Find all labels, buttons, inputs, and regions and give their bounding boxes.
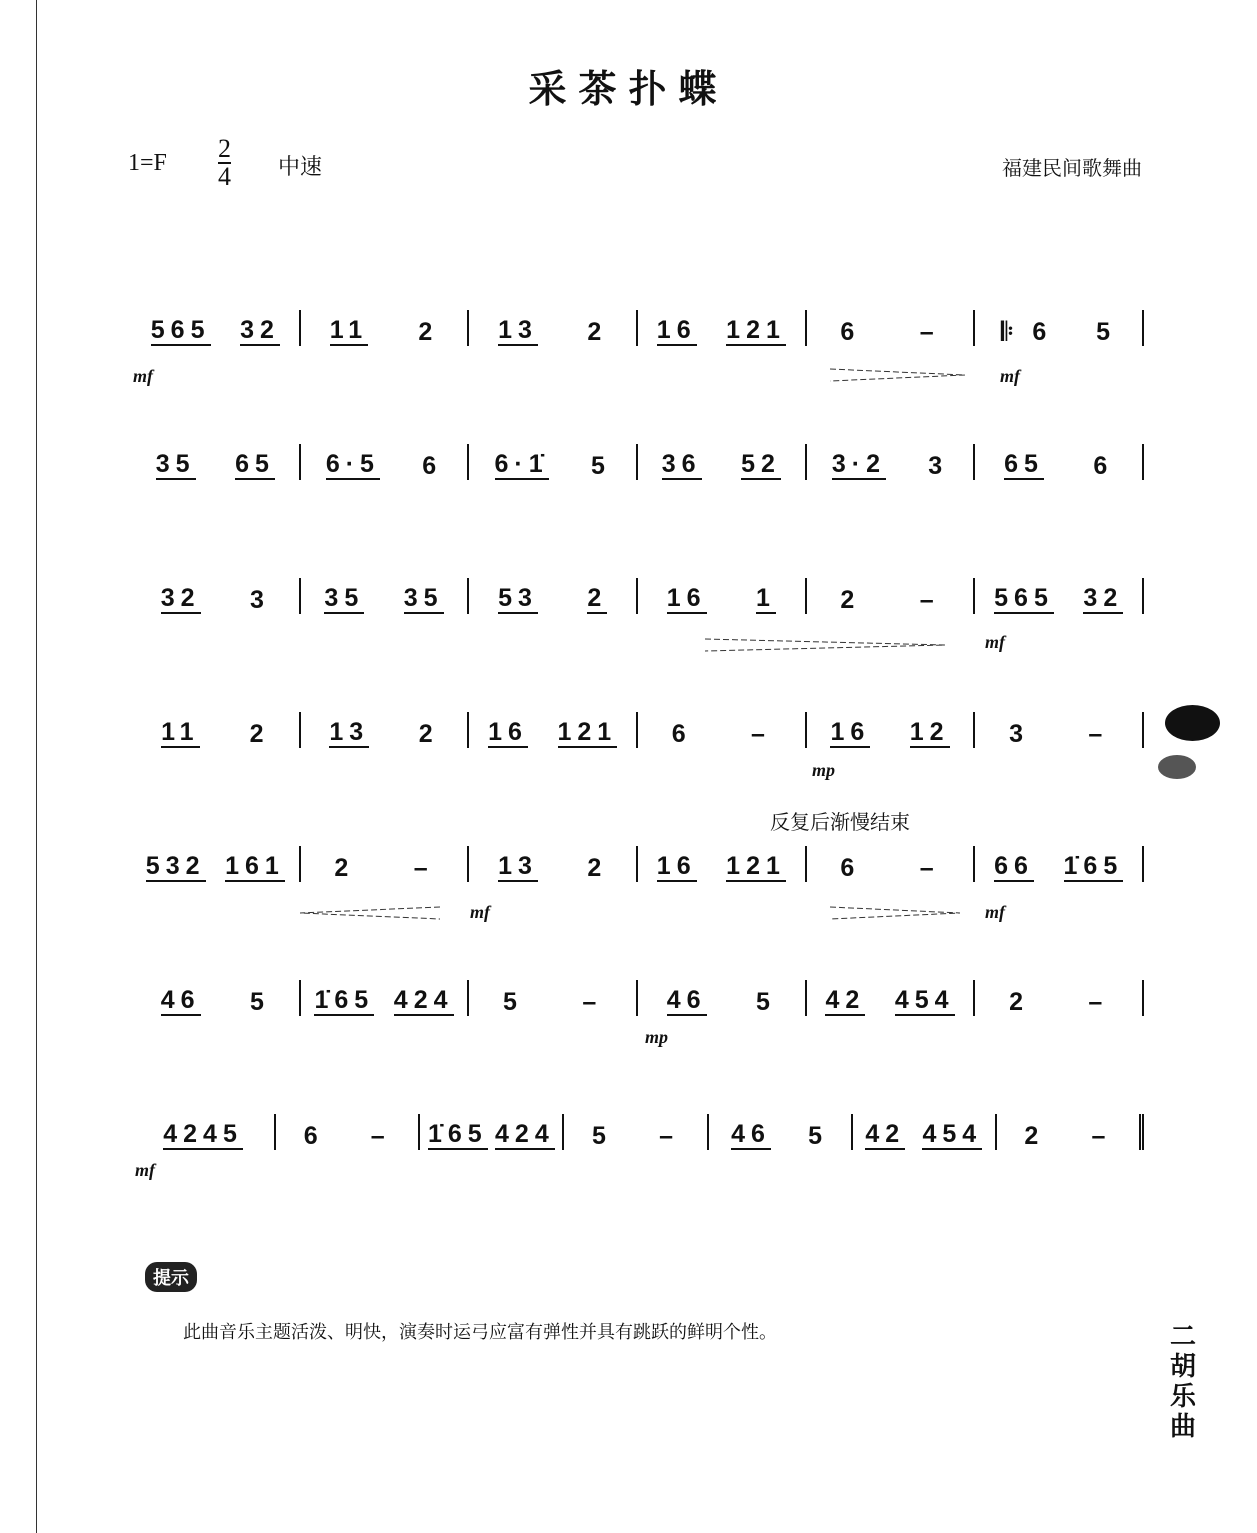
beat: 5 — [250, 988, 270, 1016]
dynamic-mark: mf — [985, 632, 1005, 652]
beat: 6 — [303, 1122, 324, 1150]
beat: 454 — [894, 986, 955, 1014]
dynamic-mark: mf — [1000, 366, 1020, 386]
measure — [975, 980, 1144, 1016]
decrescendo-hairpin — [830, 906, 960, 920]
measure — [469, 578, 638, 614]
beat: 32 — [240, 316, 280, 344]
measure — [975, 712, 1144, 748]
time-signature — [218, 136, 231, 190]
measure — [638, 310, 807, 346]
measure — [807, 846, 976, 882]
score-line — [132, 310, 1144, 360]
tempo-marking: 中速 — [278, 155, 323, 180]
beat: 6 — [840, 854, 861, 882]
measure — [709, 1114, 853, 1150]
dynamic-mark: mf — [135, 1160, 155, 1180]
beat: 6 — [422, 452, 443, 480]
measure — [807, 444, 976, 480]
measure — [975, 846, 1144, 882]
measure — [807, 712, 976, 748]
beat: 121 — [557, 718, 618, 746]
beat: 6·1̇ — [494, 450, 549, 478]
beat: 35 — [324, 584, 365, 612]
beat: – — [659, 1122, 679, 1150]
beat: 46 — [160, 986, 201, 1014]
beat: 2 — [840, 586, 861, 614]
time-bottom: 4 — [218, 162, 231, 191]
beat: 5 — [503, 988, 523, 1016]
key-signature: 1=F — [128, 150, 167, 176]
beat: 13 — [329, 718, 370, 746]
score-line — [132, 712, 1144, 762]
beat: 2 — [418, 720, 439, 748]
beat: 65 — [235, 450, 275, 478]
beat: 2 — [249, 720, 270, 748]
beat: 5 — [1096, 318, 1117, 346]
measure — [469, 712, 638, 748]
beat: 2 — [587, 854, 608, 882]
measure — [132, 980, 301, 1016]
beat: 35 — [403, 584, 444, 612]
beat: – — [919, 854, 940, 882]
beat: 2 — [587, 584, 608, 612]
beat: 46 — [666, 986, 707, 1014]
measure — [301, 980, 470, 1016]
beat: 1 — [756, 584, 776, 612]
beat: 32 — [1083, 584, 1124, 612]
beat: 3 — [928, 452, 949, 480]
beat: 454 — [922, 1120, 983, 1148]
beat: 4245 — [163, 1120, 243, 1148]
measure — [469, 310, 638, 346]
measure — [638, 980, 807, 1016]
crescendo-hairpin — [300, 906, 440, 920]
score-line — [132, 578, 1144, 628]
score-line — [132, 1114, 1144, 1164]
beat: 565 — [150, 316, 211, 344]
measure — [301, 578, 470, 614]
beat: – — [919, 318, 940, 346]
beat: 2 — [1024, 1122, 1045, 1150]
beat: 13 — [498, 316, 538, 344]
dynamic-mark: mf — [470, 902, 490, 922]
beat: 532 — [145, 852, 206, 880]
beat: – — [751, 720, 771, 748]
measure — [638, 578, 807, 614]
beat: 3 — [1009, 720, 1029, 748]
beat: 6 — [671, 720, 692, 748]
beat: 424 — [393, 986, 454, 1014]
beat: 1̇65 — [427, 1120, 488, 1148]
beat: 16 — [830, 718, 871, 746]
beat: 121 — [726, 852, 786, 880]
measure — [853, 1114, 997, 1150]
beat: – — [1091, 1122, 1112, 1150]
beat: 12 — [909, 718, 950, 746]
beat: 36 — [661, 450, 702, 478]
measure — [975, 310, 1144, 346]
beat: 2 — [334, 854, 355, 882]
beat: 6 — [840, 318, 861, 346]
score-line — [132, 980, 1144, 1030]
repeat-instruction: 反复后渐慢结束 — [770, 810, 910, 834]
page-margin-line — [36, 0, 37, 1533]
beat: 32 — [160, 584, 201, 612]
beat: 52 — [741, 450, 781, 478]
beat: 424 — [495, 1120, 555, 1148]
score-line — [132, 444, 1144, 494]
beat: – — [919, 586, 940, 614]
measure — [469, 444, 638, 480]
beat: 565 — [994, 584, 1054, 612]
measure — [276, 1114, 420, 1150]
beat: 65 — [1004, 450, 1044, 478]
beat: – — [1088, 988, 1109, 1016]
decrescendo-hairpin — [705, 638, 945, 652]
measure — [132, 578, 301, 614]
measure — [301, 846, 470, 882]
decrescendo-hairpin — [830, 368, 965, 382]
tip-label: 提示 — [145, 1262, 197, 1292]
beat: 2 — [418, 318, 439, 346]
beat: 2 — [587, 318, 608, 346]
beat: 11 — [161, 718, 200, 746]
beat: 5 — [756, 988, 776, 1016]
beat: 16 — [666, 584, 707, 612]
score-line — [132, 846, 1144, 896]
beat: 53 — [498, 584, 538, 612]
measure — [807, 578, 976, 614]
beat: 16 — [656, 316, 697, 344]
beat: 46 — [731, 1120, 771, 1148]
measure — [469, 846, 638, 882]
measure — [807, 980, 976, 1016]
measure — [975, 578, 1144, 614]
beat: 3 — [250, 586, 270, 614]
side-section-label: 二胡乐曲 — [1169, 1322, 1196, 1442]
beat: 6·5 — [325, 450, 380, 478]
measure — [807, 310, 976, 346]
beat: 1̇65 — [314, 986, 375, 1014]
dynamic-mark: mf — [133, 366, 153, 386]
measure — [469, 980, 638, 1016]
beat: 5 — [808, 1122, 829, 1150]
measure — [132, 846, 301, 882]
beat: 42 — [825, 986, 866, 1014]
dynamic-mark: mf — [985, 902, 1005, 922]
beat: 6 — [1093, 452, 1114, 480]
beat: – — [582, 988, 603, 1016]
measure — [638, 846, 807, 882]
beat: 13 — [498, 852, 538, 880]
beat: – — [1088, 720, 1109, 748]
beat: 161 — [225, 852, 285, 880]
song-title: 采茶扑蝶 — [528, 66, 729, 111]
measure — [132, 444, 301, 480]
measure — [975, 444, 1144, 480]
beat: 16 — [488, 718, 528, 746]
beat: 5 — [592, 1122, 612, 1150]
beat: 3·2 — [831, 450, 886, 478]
side-tab-decoration — [1165, 705, 1220, 741]
dynamic-mark: mp — [645, 1027, 669, 1047]
measure — [301, 712, 470, 748]
time-top: 2 — [218, 134, 231, 163]
beat: 35 — [155, 450, 196, 478]
beat: 2 — [1009, 988, 1029, 1016]
measure — [132, 1114, 276, 1150]
side-tab-decoration — [1158, 755, 1196, 779]
beat: 121 — [726, 316, 786, 344]
measure — [301, 444, 470, 480]
dynamic-mark: mp — [812, 760, 836, 780]
beat: 𝄆 6 — [1001, 318, 1053, 346]
beat: 66 — [994, 852, 1034, 880]
beat: 1̇65 — [1063, 852, 1124, 880]
measure — [564, 1114, 708, 1150]
beat: – — [370, 1122, 391, 1150]
measure — [132, 712, 301, 748]
song-source: 福建民间歌舞曲 — [1002, 156, 1142, 180]
beat: 42 — [865, 1120, 906, 1148]
measure — [638, 712, 807, 748]
measure — [420, 1114, 564, 1150]
beat: 16 — [656, 852, 697, 880]
measure — [638, 444, 807, 480]
measure — [132, 310, 301, 346]
tip-text: 此曲音乐主题活泼、明快，演奏时运弓应富有弹性并具有跳跃的鲜明个性。 — [183, 1322, 777, 1343]
beat: – — [413, 854, 434, 882]
measure — [997, 1114, 1144, 1150]
beat: 11 — [329, 316, 369, 344]
beat: 5 — [590, 452, 611, 480]
measure — [301, 310, 470, 346]
